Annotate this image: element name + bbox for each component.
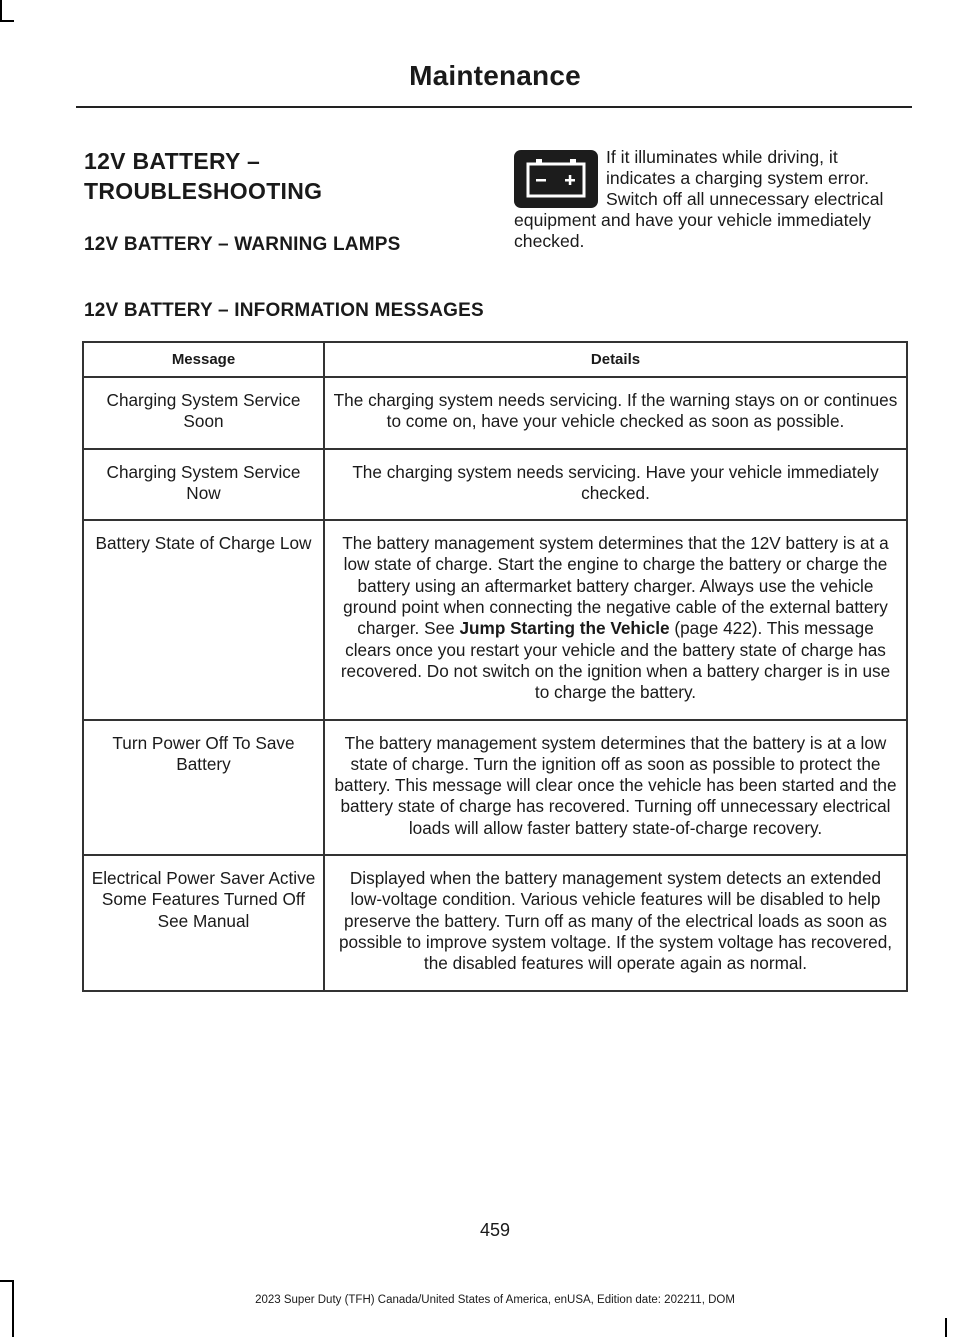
table-row	[83, 449, 907, 521]
column-header-message: Message	[83, 342, 324, 377]
details-cell: The charging system needs servicing. Have your vehicle immediately checked.	[324, 449, 907, 521]
table-row	[83, 720, 907, 855]
warning-lamp-description	[514, 147, 908, 252]
crop-mark-top-left	[0, 0, 2, 22]
info-messages-table	[82, 341, 908, 992]
table-row	[83, 377, 907, 449]
message-cell: Charging System Service Now	[83, 449, 324, 521]
page-number: 459	[479, 1220, 511, 1240]
warning-lamps-heading: 12V BATTERY – WARNING LAMPS	[84, 234, 401, 255]
table-row	[83, 855, 907, 990]
crop-mark-bottom-right	[945, 1318, 947, 1337]
details-cell: The charging system needs servicing. If the warning stays on or continues to come on, have your vehicle checked as soon as possible.	[324, 377, 907, 449]
section-title	[84, 146, 484, 206]
details-cell: Displayed when the battery management system detects an extended low-voltage condition. Various vehicle features will be disabled to help preserve the battery. Turn off as many of the electrical loads as soon as possible to improve system voltage. If the system voltage has recovered, the disabled features will operate again as normal.	[324, 855, 907, 990]
warning-lamp-text: If it illuminates while driving, it indicates a charging system error. Switch off all unnecessary electrical equipment and have your vehicle immediately checked.	[514, 147, 884, 251]
crop-mark-bottom-left-h	[0, 1280, 14, 1282]
details-cell: The battery management system determines that the battery is at a low state of charge. Turn the ignition off as soon as possible to protect the battery. This message will clear once the vehicle has been started and the battery state of charge has recovered. Turning off unnecessary electrical loads will allow faster battery state-of-charge recovery.	[324, 720, 907, 855]
message-cell: Electrical Power Saver Active Some Features Turned Off See Manual	[83, 855, 324, 990]
page-header-title: Maintenance	[409, 60, 581, 91]
jump-starting-link[interactable]: Jump Starting the Vehicle	[459, 618, 670, 639]
section-title-line2: TROUBLESHOOTING	[84, 178, 323, 204]
crop-mark-top-left-h	[0, 20, 14, 22]
details-text-continued: . This message clears once you restart your vehicle and the battery state of charge has recovered. Do not switch on the ignition when a battery charger is in use to charge the battery.	[340, 618, 891, 703]
section-title-line1: 12V BATTERY –	[84, 148, 261, 174]
message-cell: Charging System Service Soon	[83, 377, 324, 449]
edition-footer: 2023 Super Duty (TFH) Canada/United States of America, enUSA, Edition date: 202211, DOM	[255, 1294, 735, 1306]
page-reference: (page 422)	[669, 618, 758, 639]
info-messages-heading: 12V BATTERY – INFORMATION MESSAGES	[84, 300, 484, 321]
table-header-row	[83, 342, 907, 377]
column-header-details: Details	[324, 342, 907, 377]
message-cell: Turn Power Off To Save Battery	[83, 720, 324, 855]
message-cell: Battery State of Charge Low	[83, 520, 324, 719]
crop-mark-bottom-left	[12, 1280, 14, 1337]
table-row	[83, 520, 907, 719]
details-cell	[324, 520, 907, 719]
header-divider	[76, 106, 912, 108]
details-text: The battery management system determines that the 12V battery is at a low state of charge. Start the engine to charge the battery or charge the battery using an aftermarket battery charger. Always use the vehicle ground point when connecting the negative cable of the external battery charger. See	[342, 533, 889, 639]
